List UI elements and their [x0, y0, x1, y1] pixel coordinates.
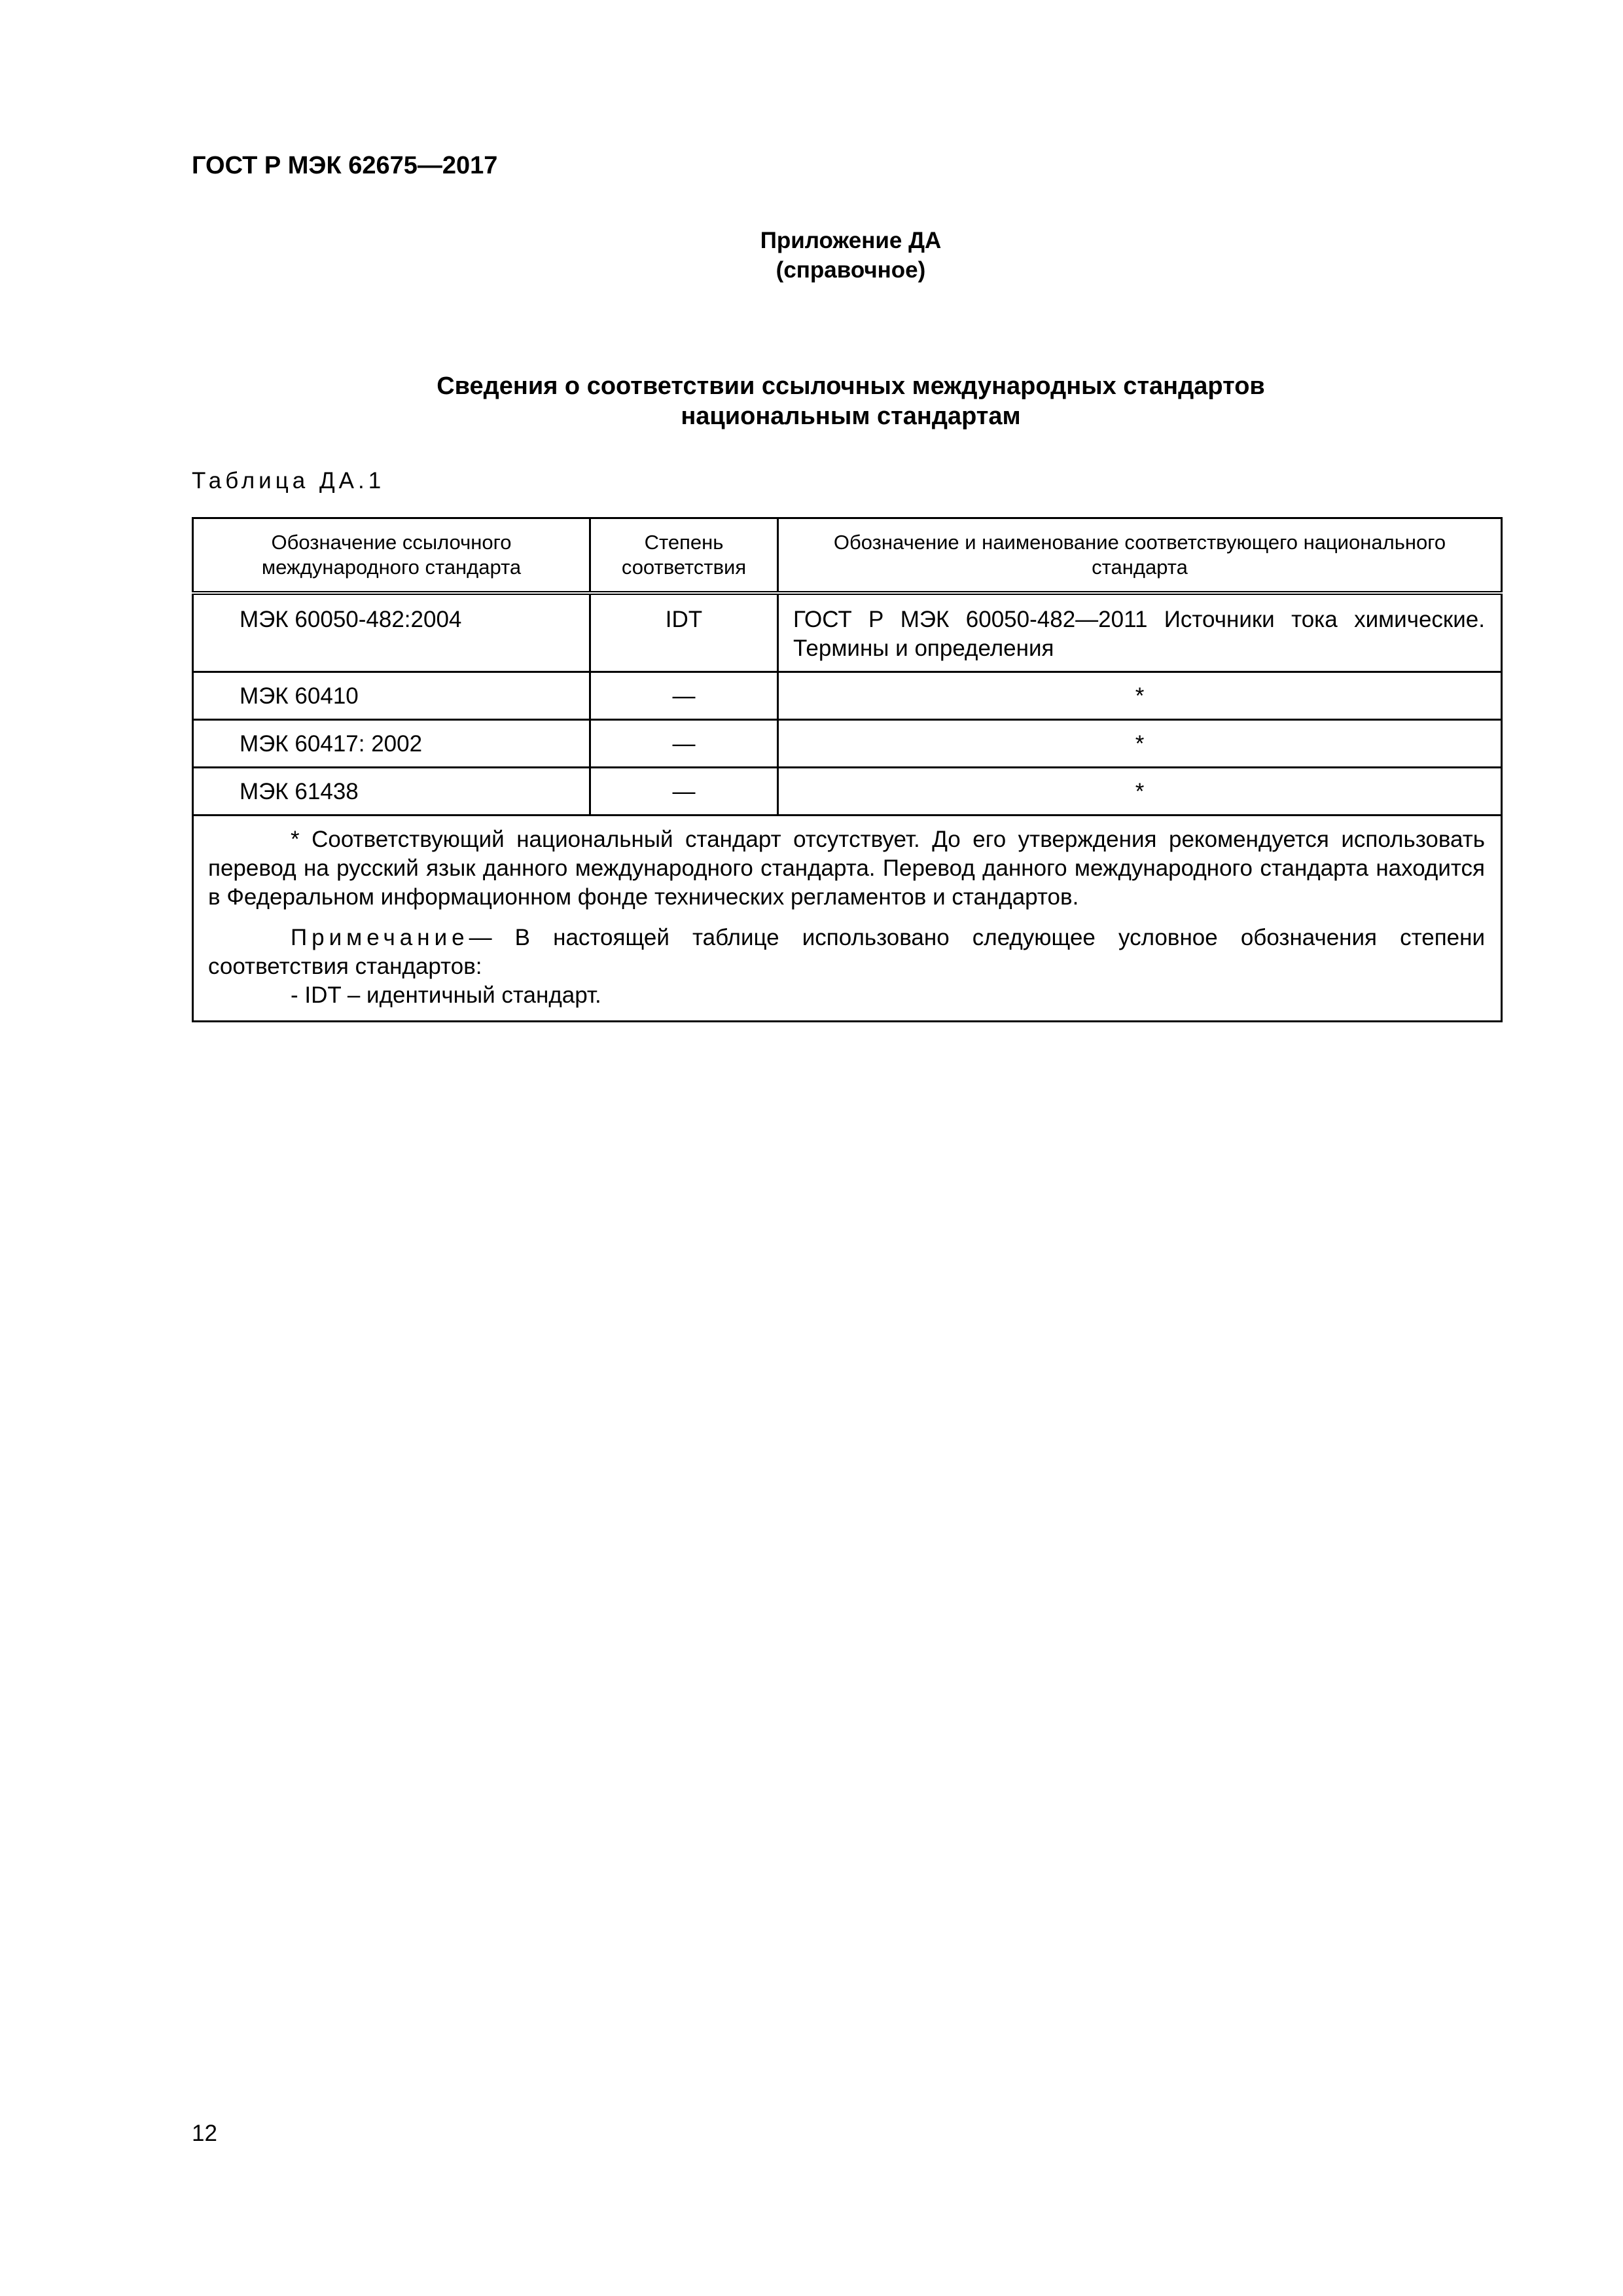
cell-national-standard	[778, 720, 1502, 768]
column-header-text: Обозначение и наименование соответствующего национального стандарта	[833, 531, 1446, 579]
page-number: 12	[192, 2121, 217, 2146]
cell-text: *	[1135, 683, 1145, 709]
section-title-line-1: Сведения о соответствии ссылочных международных стандартов	[437, 372, 1265, 400]
appendix-type: (справочное)	[776, 257, 926, 283]
table-label: Таблица ДА.1	[192, 468, 385, 493]
cell-degree	[590, 593, 778, 672]
column-header-international-standard	[193, 518, 590, 594]
note-list-item: - IDT – идентичный стандарт.	[291, 982, 601, 1008]
cell-text: ГОСТ Р МЭК 60050-482—2011 Источники тока химические. Термины и определения	[793, 607, 1485, 661]
note-text: — В настоящей таблице использовано следующее условное обозначения степени соответствия стандартов:	[208, 925, 1485, 979]
column-header-national-standard	[778, 518, 1502, 594]
cell-text: —	[672, 683, 696, 709]
cell-degree	[590, 720, 778, 768]
cell-international-standard	[193, 593, 590, 672]
cell-degree	[590, 672, 778, 720]
cell-international-standard	[193, 768, 590, 816]
section-title	[327, 371, 1374, 431]
cell-national-standard	[778, 768, 1502, 816]
table-row	[193, 672, 1502, 720]
cell-text: —	[672, 731, 696, 757]
cell-national-standard	[778, 672, 1502, 720]
table-header-row	[193, 518, 1502, 594]
cell-text: МЭК 60417: 2002	[240, 731, 423, 757]
table-notes-cell	[193, 816, 1502, 1022]
table-note	[208, 924, 1485, 981]
cell-text: IDT	[665, 607, 703, 632]
section-title-line-2: национальным стандартам	[681, 403, 1021, 430]
cell-text: МЭК 60410	[240, 683, 359, 709]
cell-text: МЭК 60050-482:2004	[240, 607, 462, 632]
note-label: Примечание	[291, 925, 469, 950]
cell-national-standard	[778, 593, 1502, 672]
cell-text: МЭК 61438	[240, 779, 359, 804]
cell-degree	[590, 768, 778, 816]
table-notes-row	[193, 816, 1502, 1022]
cell-international-standard	[193, 720, 590, 768]
cell-international-standard	[193, 672, 590, 720]
table-footnote: * Соответствующий национальный стандарт отсутствует. До его утверждения рекомендуется использовать перевод на русский язык данного международного стандарта. Перевод данного международного стандарта находится в Федеральном информационном фонде технических регламентов и стандартов.	[208, 827, 1485, 910]
cell-text: —	[672, 779, 696, 804]
column-header-degree	[590, 518, 778, 594]
appendix-title: Приложение ДА	[760, 228, 942, 253]
table-row	[193, 593, 1502, 672]
column-header-text: Обозначение ссылочного международного стандарта	[261, 531, 522, 579]
cell-text: *	[1135, 731, 1145, 757]
table-row	[193, 768, 1502, 816]
document-designation: ГОСТ Р МЭК 62675—2017	[192, 152, 498, 179]
correspondence-table	[192, 517, 1503, 1022]
cell-text: *	[1135, 779, 1145, 804]
table-row	[193, 720, 1502, 768]
column-header-text: Степень соответствия	[621, 531, 747, 579]
appendix-heading	[654, 226, 1047, 285]
